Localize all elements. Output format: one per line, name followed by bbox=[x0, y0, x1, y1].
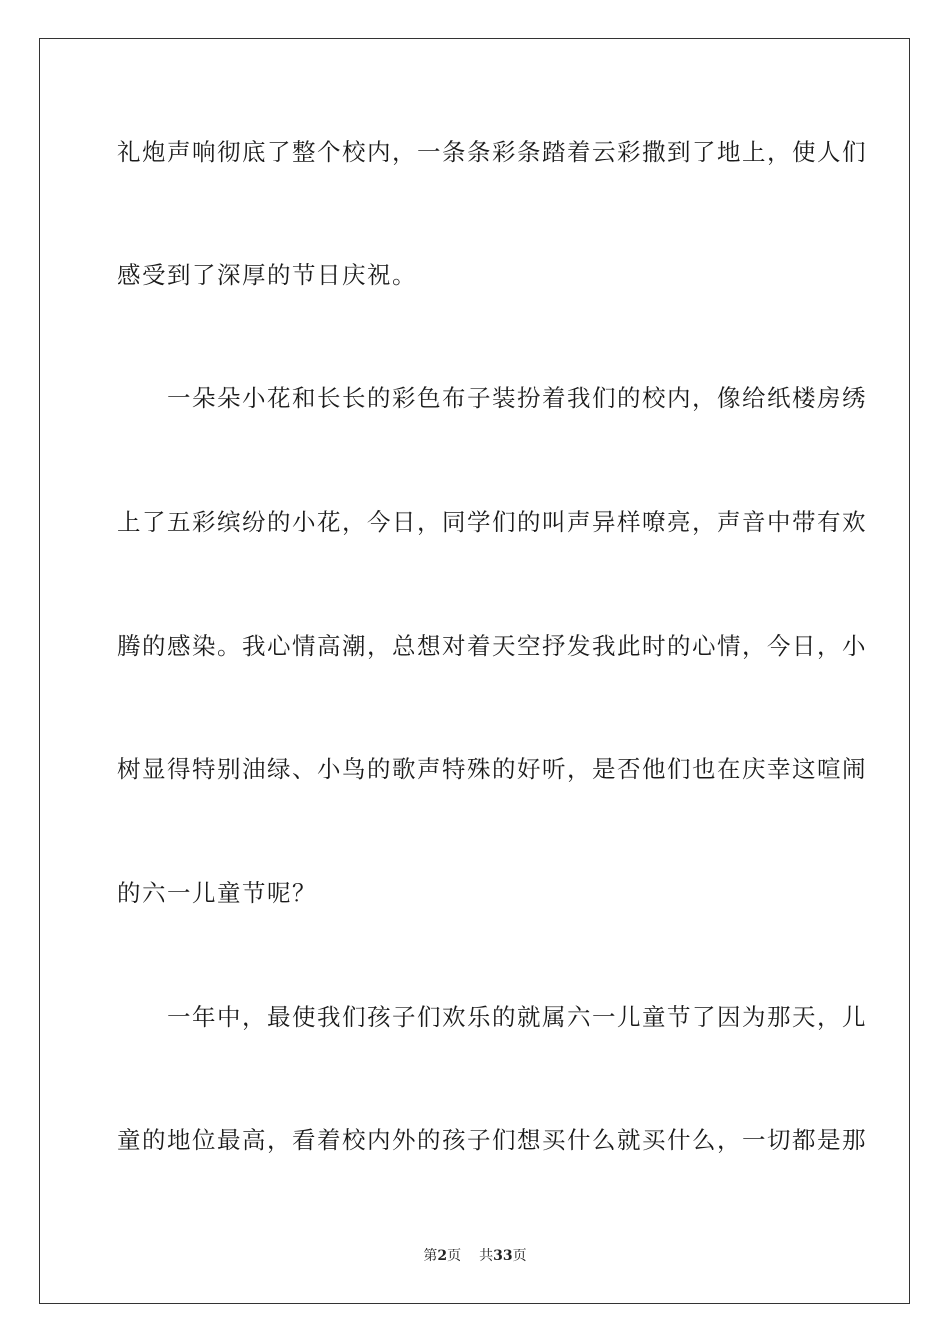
text-line: 童的地位最高，看着校内外的孩子们想买什么就买什么，一切都是那 bbox=[117, 1126, 867, 1154]
text-line: 礼炮声响彻底了整个校内，一条条彩条踏着云彩撒到了地上，使人们 bbox=[117, 138, 867, 166]
text-line: 的六一儿童节呢？ bbox=[117, 879, 317, 907]
text-line: 上了五彩缤纷的小花，今日，同学们的叫声异样嘹亮，声音中带有欢 bbox=[117, 508, 867, 536]
page-prefix: 第 bbox=[423, 1248, 438, 1264]
text-line: 一年中，最使我们孩子们欢乐的就属六一儿童节了因为那天，儿 bbox=[117, 1003, 867, 1031]
page-footer bbox=[0, 1247, 950, 1265]
text-line: 腾的感染。我心情高潮，总想对着天空抒发我此时的心情，今日，小 bbox=[117, 632, 867, 660]
text-line: 一朵朵小花和长长的彩色布子装扮着我们的校内，像给纸楼房绣 bbox=[117, 384, 867, 412]
page-number: 2 bbox=[437, 1248, 448, 1264]
total-prefix: 共 bbox=[479, 1248, 494, 1264]
total-pages: 33 bbox=[493, 1248, 513, 1264]
page-border bbox=[39, 38, 910, 1304]
page-suffix: 页 bbox=[447, 1248, 462, 1264]
total-suffix: 页 bbox=[512, 1248, 527, 1264]
text-line: 感受到了深厚的节日庆祝。 bbox=[117, 261, 417, 289]
text-line: 树显得特别油绿、小鸟的歌声特殊的好听，是否他们也在庆幸这喧闹 bbox=[117, 755, 867, 783]
